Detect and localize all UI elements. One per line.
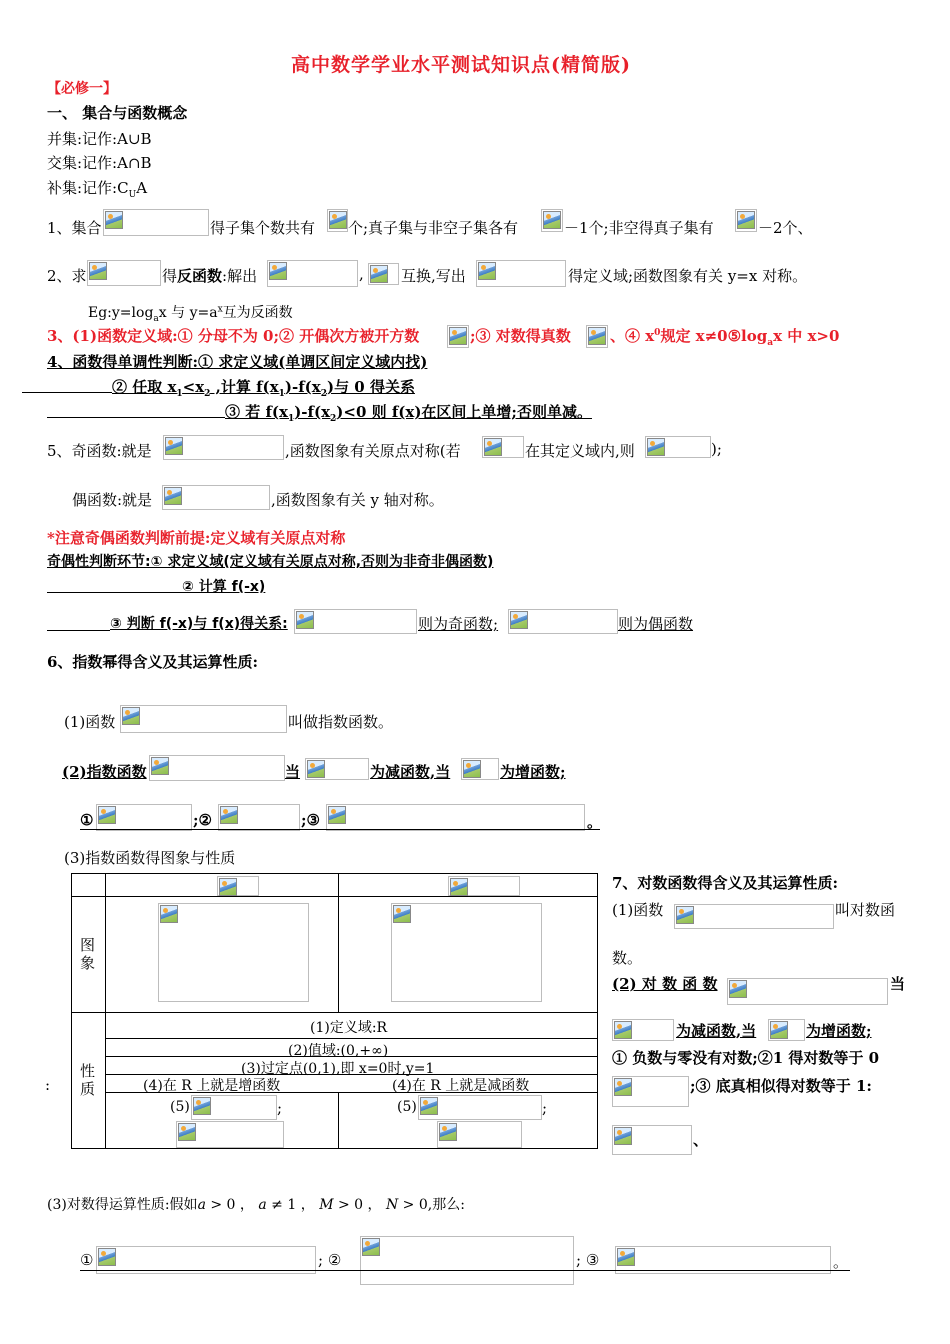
prop-fixed-point: (3)过定点(0,1),即 x=0时,y=1	[241, 1061, 435, 1077]
log-ops-intro: (3)对数得运算性质:假如a > 0 ， a ≠ 1 ， M > 0 ， N > 0,那么:	[47, 1197, 465, 1213]
intersection-text: 交集:记作:A∩B	[47, 154, 152, 172]
log-def-b: 叫对数函	[835, 901, 896, 919]
underline	[22, 392, 112, 393]
formula-image	[163, 435, 284, 460]
image-placeholder-icon	[89, 262, 107, 280]
parity-even: 则为偶函数	[618, 615, 694, 633]
image-placeholder-icon	[164, 487, 182, 505]
prop-range: (2)值域:(0,+∞)	[288, 1043, 389, 1059]
formula-image	[482, 436, 524, 458]
formula-image	[96, 804, 192, 831]
image-placeholder-icon	[737, 211, 755, 229]
graph-image	[158, 903, 309, 1002]
log-mono-c: 为减函数,当	[676, 1022, 757, 1040]
underline	[80, 829, 600, 830]
item4-c: ③ 若 $f(x_1)-f(x_2)<0$ 则 f(x)在区间上单增;否则单减。	[225, 403, 592, 424]
image-placeholder-icon	[647, 438, 665, 456]
exp-rule-end: 。	[587, 813, 603, 831]
parity-note: *注意奇偶函数判断前提:定义域有关原点对称	[47, 529, 346, 547]
image-placeholder-icon	[165, 437, 183, 455]
image-placeholder-icon	[614, 1078, 632, 1096]
formula-image	[327, 209, 348, 232]
item1-c: 个;真子集与非空子集各有	[348, 219, 519, 237]
exp-rule-2: ;②	[193, 811, 212, 829]
item3-c: 、④ $x^0$规定 $x\ne 0⑤\log_ax$ 中 x>0	[610, 327, 840, 348]
image-placeholder-icon	[450, 878, 468, 896]
item2-b: 得反函数:解出	[162, 267, 258, 285]
formula-image	[541, 209, 563, 232]
prop-increasing: (4)在 R 上就是增函数	[143, 1078, 281, 1094]
image-placeholder-icon	[219, 878, 237, 896]
item2-f: 互换,写出	[401, 267, 466, 285]
item3-a: 3、(1)函数定义域:① 分母不为 0;② 开偶次方被开方数	[47, 327, 420, 345]
formula-image	[103, 209, 209, 236]
image-placeholder-icon	[220, 806, 238, 824]
exp-mono-a: (2)指数函数	[62, 763, 147, 781]
image-placeholder-icon	[439, 1123, 457, 1141]
item2-e: ,	[359, 265, 364, 283]
formula-image	[120, 705, 287, 733]
image-placeholder-icon	[370, 265, 388, 283]
image-placeholder-icon	[328, 806, 346, 824]
formula-image	[162, 485, 270, 510]
image-placeholder-icon	[329, 211, 347, 229]
item5-c: 在其定义域内,则	[525, 442, 635, 460]
formula-image	[447, 325, 469, 348]
image-placeholder-icon	[178, 1123, 196, 1141]
log-mono-d: 为增函数;	[806, 1022, 872, 1040]
table-border	[71, 1012, 598, 1013]
formula-image	[612, 1019, 674, 1041]
formula-image	[437, 1121, 522, 1148]
item4-a: 4、函数得单调性判断:① 求定义域(单调区间定义域内找)	[47, 353, 428, 371]
exp-mono-c: 为减函数,当	[370, 763, 451, 781]
underline	[47, 417, 225, 418]
image-placeholder-icon	[588, 327, 606, 345]
formula-image	[645, 436, 711, 458]
image-placeholder-icon	[484, 438, 502, 456]
item2-a: 2、求	[47, 267, 87, 285]
image-placeholder-icon	[98, 806, 116, 824]
log-op-1: ①	[80, 1251, 94, 1269]
formula-image	[727, 978, 888, 1005]
image-placeholder-icon	[770, 1021, 788, 1039]
table-border	[71, 1148, 598, 1149]
exp-graph-heading: (3)指数函数得图象与性质	[64, 849, 236, 867]
image-placeholder-icon	[296, 611, 314, 629]
formula-image	[674, 904, 834, 929]
prop5-right-label: (5)	[397, 1099, 417, 1115]
image-placeholder-icon	[543, 211, 561, 229]
formula-image	[218, 804, 300, 831]
log-op-3: ; ③	[576, 1251, 600, 1269]
image-placeholder-icon	[449, 327, 467, 345]
formula-image	[586, 325, 608, 348]
log-def-a: (1)函数	[612, 901, 664, 919]
item3-b: ;③ 对数得真数	[470, 327, 571, 345]
formula-image	[448, 876, 520, 896]
exp-def-b: 叫做指数函数。	[288, 713, 394, 731]
image-placeholder-icon	[193, 1097, 211, 1115]
log-op-end: 。	[833, 1253, 849, 1271]
image-placeholder-icon	[151, 757, 169, 775]
formula-image	[612, 1076, 689, 1107]
item5-b: ,函数图象有关原点对称(若	[285, 442, 461, 460]
table-border	[71, 896, 598, 897]
log-mono-a: (2) 对 数 函 数	[612, 975, 718, 993]
item5-e: 偶函数:就是	[72, 491, 153, 509]
prop5-right-semi: ;	[542, 1099, 548, 1117]
example-text: $Eg:y=\log_ax$ 与 $y=a^x$互为反函数	[88, 304, 293, 324]
underline	[47, 630, 110, 631]
formula-image	[768, 1019, 805, 1041]
log-rule-1: ① 负数与零没有对数;②1 得对数等于 0	[612, 1049, 880, 1067]
item4-b: ② 任取 $x_1<x_2$ ,计算 $f(x_1)-f(x_2)$与 0 得关系	[112, 378, 415, 399]
graph-image	[391, 903, 542, 1002]
underline	[80, 1270, 850, 1271]
formula-image	[476, 260, 566, 287]
formula-image	[735, 209, 757, 232]
formula-image	[191, 1095, 277, 1120]
parity-step3: ③ 判断 f(-x)与 f(x)得关系:	[110, 616, 288, 632]
formula-image	[612, 1125, 692, 1155]
exp-rule-1: ①	[80, 811, 94, 829]
formula-image	[294, 609, 417, 634]
prop5-left-label: (5)	[170, 1099, 190, 1115]
formula-image	[368, 263, 399, 285]
image-placeholder-icon	[729, 980, 747, 998]
table-row-property: 性质	[80, 1062, 96, 1098]
union-text: 并集:记作:A∪B	[47, 130, 152, 148]
item5-d: );	[711, 440, 722, 458]
item5-f: ,函数图象有关 y 轴对称。	[271, 491, 444, 509]
underline	[47, 592, 182, 593]
item1-b: 得子集个数共有	[210, 219, 316, 237]
image-placeholder-icon	[362, 1238, 380, 1256]
image-placeholder-icon	[463, 760, 481, 778]
table-border	[105, 873, 106, 1149]
complement-text: 补集:记作$:C_UA$	[47, 179, 148, 200]
image-placeholder-icon	[105, 211, 123, 229]
log-rule-end: 、	[693, 1131, 709, 1149]
image-placeholder-icon	[617, 1248, 635, 1266]
formula-image	[217, 876, 259, 896]
table-border	[338, 873, 339, 1013]
image-placeholder-icon	[614, 1127, 632, 1145]
page-title: 高中数学学业水平测试知识点(精简版)	[291, 54, 631, 76]
prop-decreasing: (4)在 R 上就是减函数	[392, 1078, 530, 1094]
log-def-c: 数。	[612, 949, 643, 967]
formula-image	[149, 755, 285, 781]
parity-step2: ② 计算 f(-x)	[182, 579, 266, 595]
formula-image	[267, 260, 358, 287]
log-op-2: ; ②	[318, 1251, 342, 1269]
prop5-left-semi: ;	[277, 1099, 283, 1117]
item1-a: 1、集合	[47, 219, 102, 237]
table-border	[338, 1092, 339, 1149]
exp-mono-d: 为增函数;	[500, 763, 566, 781]
image-placeholder-icon	[478, 262, 496, 280]
log-mono-b: 当	[890, 975, 906, 993]
formula-image	[461, 758, 499, 780]
item7-heading: 7、对数函数得含义及其运算性质:	[612, 874, 838, 892]
image-placeholder-icon	[98, 1248, 116, 1266]
parity-step1: 奇偶性判断环节:① 求定义域(定义域有关原点对称,否则为非奇非偶函数)	[47, 554, 494, 570]
image-placeholder-icon	[307, 760, 325, 778]
image-placeholder-icon	[269, 262, 287, 280]
log-rule-2: ;③ 底真相似得对数等于 1:	[690, 1077, 872, 1095]
exp-mono-b: 当	[285, 763, 301, 781]
parity-odd: 则为奇函数;	[418, 615, 499, 633]
section-heading: 一、 集合与函数概念	[47, 104, 188, 122]
image-placeholder-icon	[676, 906, 694, 924]
prop-domain: (1)定义域:R	[310, 1020, 388, 1036]
formula-image	[360, 1236, 574, 1285]
formula-image	[87, 260, 161, 286]
item6-heading: 6、指数幂得含义及其运算性质:	[47, 653, 258, 671]
image-placeholder-icon	[614, 1021, 632, 1039]
exp-rule-3: ;③	[301, 811, 320, 829]
image-placeholder-icon	[160, 905, 178, 923]
table-border	[71, 873, 72, 1149]
formula-image	[326, 804, 585, 831]
exp-def-a: (1)函数	[64, 713, 116, 731]
formula-image	[508, 609, 618, 634]
image-placeholder-icon	[420, 1097, 438, 1115]
image-placeholder-icon	[510, 611, 528, 629]
formula-image	[305, 758, 369, 780]
item2-g: 得定义域;函数图象有关 y=x 对称。	[568, 267, 808, 285]
table-colon: :	[45, 1076, 51, 1094]
table-border	[71, 873, 598, 874]
table-border	[597, 873, 598, 1149]
image-placeholder-icon	[393, 905, 411, 923]
table-row-graph: 图象	[80, 936, 96, 972]
item5-a: 5、奇函数:就是	[47, 442, 152, 460]
item1-e: －2个、	[758, 219, 813, 237]
formula-image	[176, 1121, 284, 1148]
image-placeholder-icon	[122, 707, 140, 725]
formula-image	[418, 1095, 542, 1120]
module-heading: 【必修一】	[47, 81, 117, 97]
item1-d: －1个;非空得真子集有	[564, 219, 714, 237]
table-border	[105, 1038, 598, 1039]
